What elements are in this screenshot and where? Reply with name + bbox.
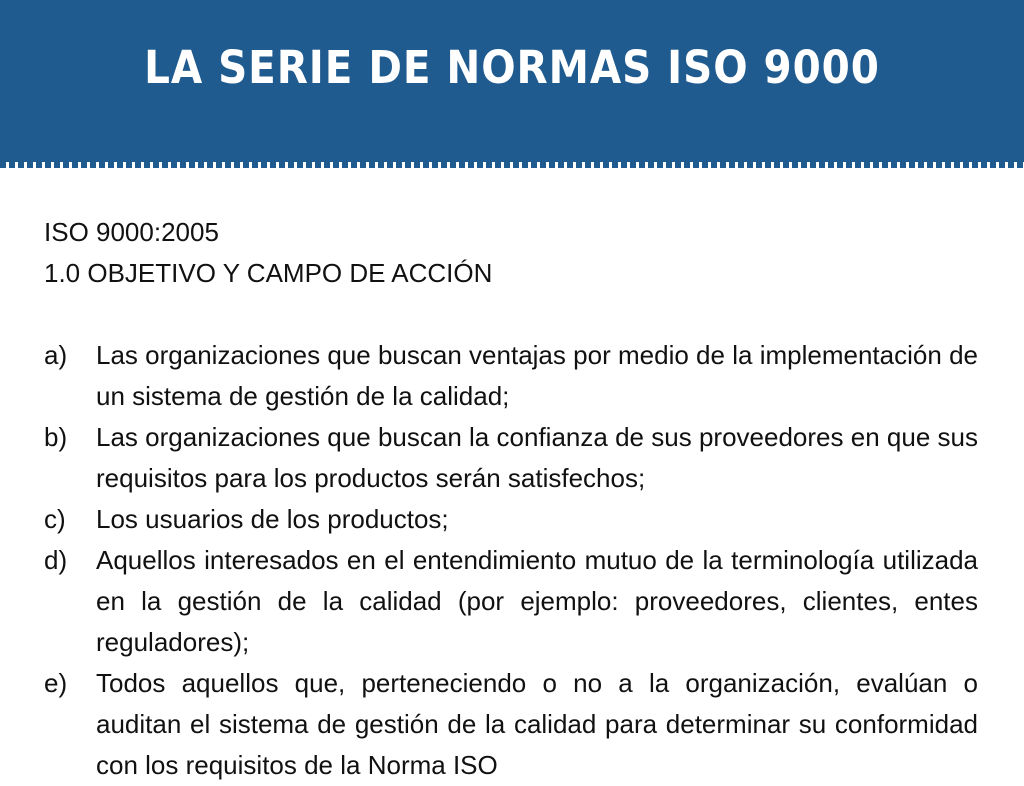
list-marker: d) — [44, 545, 68, 575]
slide-body — [44, 212, 978, 786]
list-item-text: Las organizaciones que buscan ventajas por medio de la implementación de un sistema de gestión de la calidad; — [96, 340, 978, 411]
list-item-b — [44, 417, 978, 499]
list-marker: b) — [44, 422, 68, 452]
standard-code: ISO 9000:2005 — [44, 217, 219, 247]
list-marker: e) — [44, 668, 68, 698]
list-item-text: Los usuarios de los productos; — [96, 504, 449, 534]
list-item-text: Aquellos interesados en el entendimiento mutuo de la terminología utilizada en la gestión de la calidad (por ejemplo: proveedores, clientes, entes reguladores); — [96, 545, 978, 657]
spacer — [44, 294, 978, 335]
list-item-text: Todos aquellos que, perteneciendo o no a la organización, evalúan o auditan el sistema de gestión de la calidad para determinar su conformidad con los requisitos de la Norma ISO — [96, 668, 978, 780]
audience-list — [44, 335, 978, 786]
section-heading: 1.0 OBJETIVO Y CAMPO DE ACCIÓN — [44, 258, 493, 288]
list-marker: c) — [44, 504, 66, 534]
header-dashed-border — [0, 162, 1024, 168]
list-marker: a) — [44, 340, 68, 370]
slide-title: LA SERIE DE NORMAS ISO 9000 — [144, 41, 880, 94]
slide-header — [0, 0, 1024, 162]
list-item-a — [44, 335, 978, 417]
list-item-text: Las organizaciones que buscan la confianza de sus proveedores en que sus requisitos para los productos serán satisfechos; — [96, 422, 978, 493]
list-item-c — [44, 499, 978, 540]
list-item-d — [44, 540, 978, 663]
